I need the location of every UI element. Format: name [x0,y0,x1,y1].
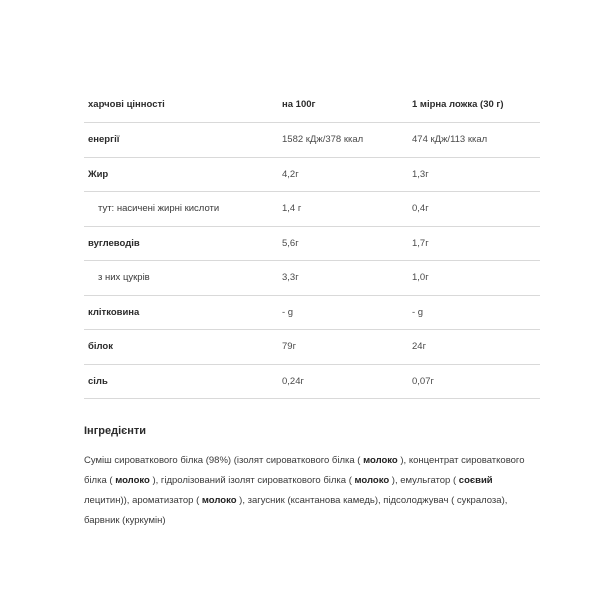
row-value-per-serving: 0,07г [408,364,540,399]
ingredients-segment: ), емульгатор ( [389,475,459,486]
row-label-carbohydrates: вуглеводів [84,226,278,261]
ingredients-heading: Інгредієнти [84,425,147,437]
row-label-fat: Жир [84,157,278,192]
row-value-per-100g: 79г [278,330,408,365]
row-value-per-serving: 1,3г [408,157,540,192]
table-row [84,123,540,158]
row-value-per-serving: 0,4г [408,192,540,227]
nutrition-panel [84,86,540,531]
nutrition-table [84,86,540,399]
allergen-milk: молоко [201,495,237,506]
row-label-fibre: клітковина [84,295,278,330]
ingredients-segment: ), гідролізований ізолят сироваткового білка ( [149,475,355,486]
header-per-serving: 1 мірна ложка (30 г) [408,86,540,123]
allergen-soy: соєвий [458,475,493,486]
row-label-energy: енергії [84,123,278,158]
nutrition-header-row [84,86,540,123]
row-value-per-serving: 24г [408,330,540,365]
row-value-per-100g: 3,3г [278,261,408,296]
table-row [84,226,540,261]
table-row [84,192,540,227]
ingredients-segment: ), загусник (ксантанова камедь), підсолоджувач ( сукралоза), барвник (куркумін) [84,495,508,526]
row-value-per-100g: 1582 кДж/378 ккал [278,123,408,158]
row-value-per-serving: 1,7г [408,226,540,261]
table-row [84,364,540,399]
row-label-salt: сіль [84,364,278,399]
ingredients-text [84,451,530,531]
table-row [84,330,540,365]
table-row [84,295,540,330]
ingredients-segment: Суміш сироваткового білка (98%) (ізолят сироваткового білка ( [84,455,364,466]
table-row [84,261,540,296]
allergen-milk: молоко [354,475,390,486]
row-value-per-serving: - g [408,295,540,330]
row-value-per-100g: 5,6г [278,226,408,261]
row-value-per-100g: 1,4 г [278,192,408,227]
row-label-protein: білок [84,330,278,365]
table-row [84,157,540,192]
header-nutrient: харчові цінності [84,86,278,123]
row-value-per-100g: - g [278,295,408,330]
row-value-per-100g: 0,24г [278,364,408,399]
header-per-100g: на 100г [278,86,408,123]
ingredients-segment: ), концентрат сироваткового білка ( [84,455,525,486]
allergen-milk: молоко [363,455,398,466]
ingredients-segment: лецитин)), ароматизатор ( [84,495,202,506]
row-label-sugars: з них цукрів [84,261,278,296]
row-value-per-100g: 4,2г [278,157,408,192]
row-label-saturated-fat: тут: насичені жирні кислоти [84,192,278,227]
row-value-per-serving: 474 кДж/113 ккал [408,123,540,158]
allergen-milk: молоко [115,475,150,486]
row-value-per-serving: 1,0г [408,261,540,296]
